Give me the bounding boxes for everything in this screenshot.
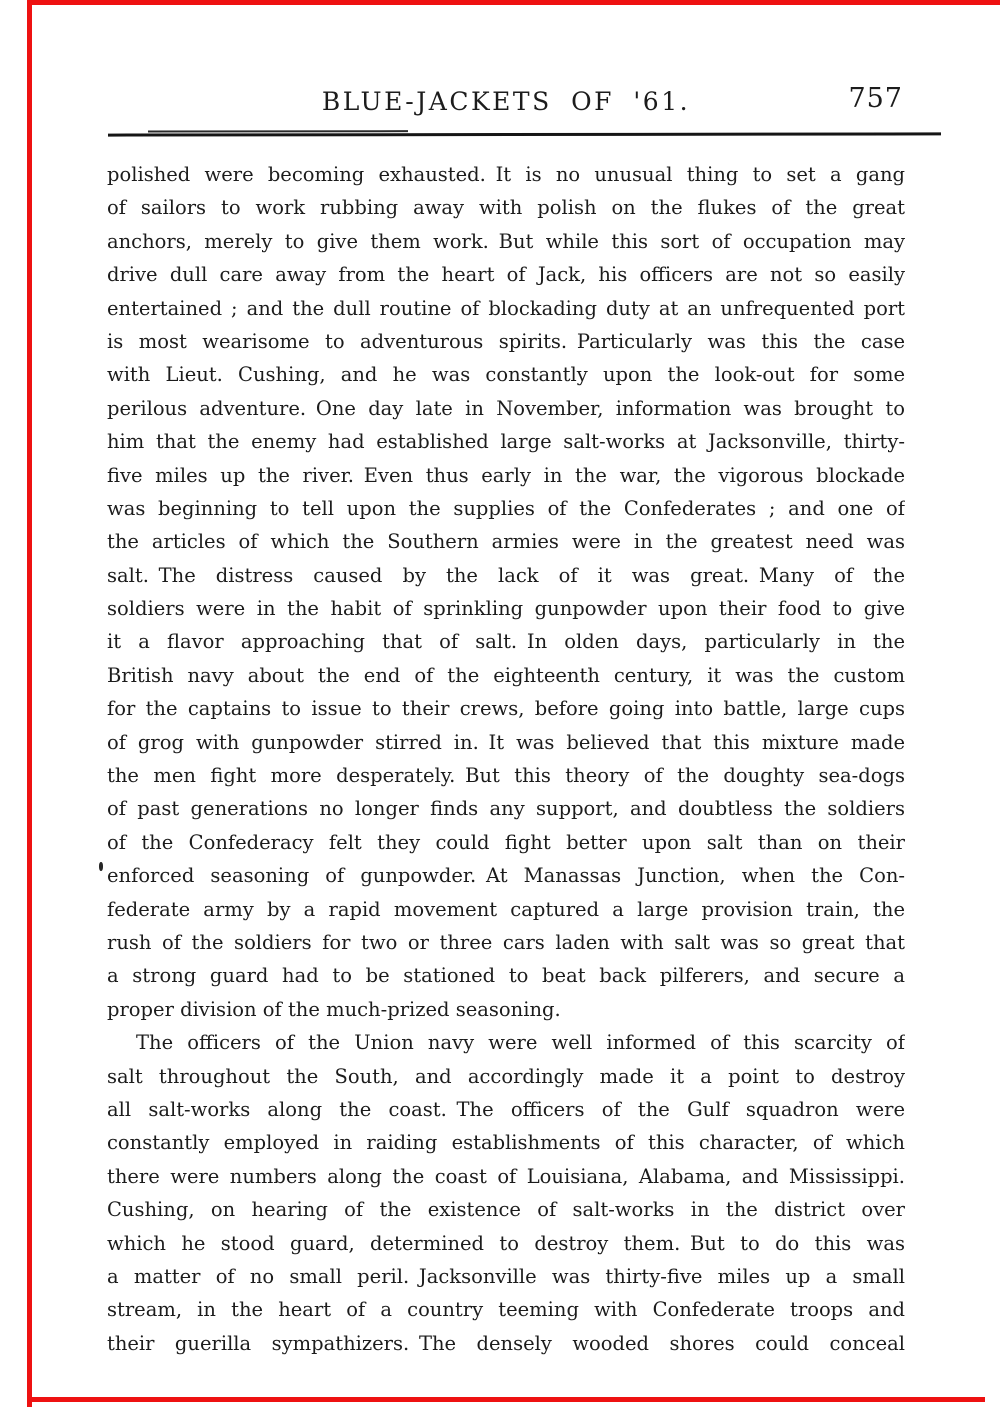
body-text bbox=[107, 158, 905, 1360]
text-line: with Lieut. Cushing, and he was constantly upon the look-out for some bbox=[107, 363, 905, 387]
running-head-title: BLUE-JACKETS OF '61. bbox=[321, 87, 691, 116]
page-number: 757 bbox=[848, 83, 903, 114]
scan-mark-top bbox=[27, 0, 1000, 5]
text-line: five miles up the river. Even thus early in the war, the vigorous blockade bbox=[107, 463, 905, 487]
header-rule bbox=[108, 132, 941, 136]
text-line: salt. The distress caused by the lack of it was great. Many of the bbox=[107, 563, 905, 587]
text-line: constantly employed in raiding establishments of this character, of which bbox=[107, 1131, 905, 1155]
text-line: Cushing, on hearing of the existence of salt-works in the district over bbox=[107, 1198, 905, 1222]
text-line: him that the enemy had established large salt-works at Jacksonville, thirty- bbox=[107, 430, 905, 454]
text-line: federate army by a rapid movement captured a large provision train, the bbox=[107, 897, 905, 921]
text-line: which he stood guard, determined to destroy them. But to do this was bbox=[107, 1231, 905, 1255]
scan-mark-bottom bbox=[27, 1397, 985, 1402]
text-line: the men fight more desperately. But this theory of the doughty sea-dogs bbox=[107, 764, 905, 788]
text-line: anchors, merely to give them work. But while this sort of occupation may bbox=[107, 229, 905, 253]
scan-mark-left bbox=[27, 0, 32, 1407]
text-line: of the Confederacy felt they could fight better upon salt than on their bbox=[107, 830, 905, 854]
text-line: enforced seasoning of gunpowder. At Manassas Junction, when the Con- bbox=[107, 864, 905, 888]
text-line: British navy about the end of the eighteenth century, it was the custom bbox=[107, 663, 905, 687]
text-line: a matter of no small peril. Jacksonville was thirty-five miles up a small bbox=[107, 1264, 905, 1288]
text-line: is most wearisome to adventurous spirits. Particularly was this the case bbox=[107, 329, 905, 353]
text-line: of sailors to work rubbing away with polish on the flukes of the great bbox=[107, 196, 905, 220]
text-line: salt throughout the South, and accordingly made it a point to destroy bbox=[107, 1064, 905, 1088]
text-line: it a flavor approaching that of salt. In olden days, particularly in the bbox=[107, 630, 905, 654]
text-line: polished were becoming exhausted. It is no unusual thing to set a gang bbox=[107, 163, 905, 186]
text-line: their guerilla sympathizers. The densely wooded shores could conceal bbox=[107, 1331, 905, 1355]
text-line: soldiers were in the habit of sprinkling gunpowder upon their food to give bbox=[107, 597, 905, 621]
scan-speck bbox=[99, 862, 103, 871]
text-line: there were numbers along the coast of Louisiana, Alabama, and Mississippi. bbox=[107, 1164, 905, 1188]
text-line: of past generations no longer finds any support, and doubtless the soldiers bbox=[107, 797, 905, 821]
text-line: stream, in the heart of a country teeming with Confederate troops and bbox=[107, 1298, 905, 1322]
text-line: perilous adventure. One day late in November, information was brought to bbox=[107, 396, 905, 420]
text-line: The officers of the Union navy were well informed of this scarcity of bbox=[136, 1031, 905, 1055]
text-line: rush of the soldiers for two or three cars laden with salt was so great that bbox=[107, 930, 905, 954]
text-line: drive dull care away from the heart of Jack, his officers are not so easily bbox=[107, 263, 905, 287]
text-line: for the captains to issue to their crews, before going into battle, large cups bbox=[107, 697, 905, 721]
text-line: all salt-works along the coast. The officers of the Gulf squadron were bbox=[107, 1097, 905, 1121]
text-line: entertained ; and the dull routine of blockading duty at an unfrequented port bbox=[107, 296, 905, 320]
page-header bbox=[107, 83, 905, 119]
text-line: proper division of the much-prized seasoning. bbox=[107, 997, 561, 1021]
text-line: a strong guard had to be stationed to beat back pilferers, and secure a bbox=[107, 964, 905, 988]
text-line: was beginning to tell upon the supplies of the Confederates ; and one of bbox=[107, 496, 905, 520]
text-line: of grog with gunpowder stirred in. It was believed that this mixture made bbox=[107, 730, 905, 754]
text-line: the articles of which the Southern armies were in the greatest need was bbox=[107, 530, 905, 554]
